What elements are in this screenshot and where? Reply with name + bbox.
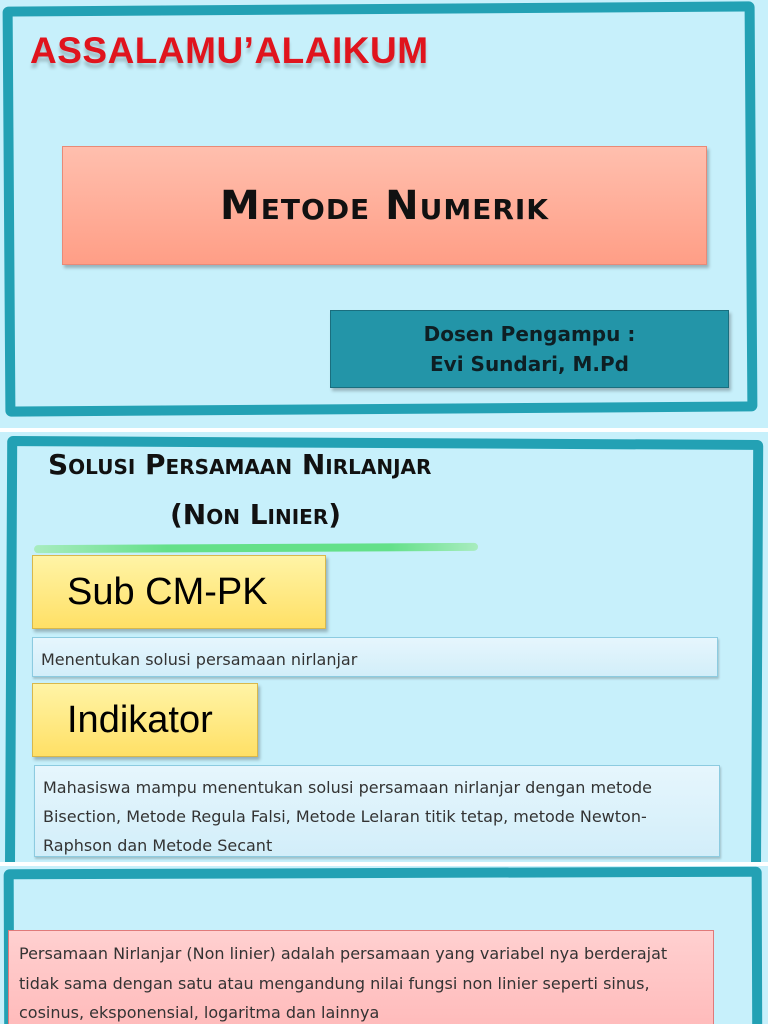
indikator-text-box: Mahasiswa mampu menentukan solusi persamaan nirlanjar dengan metode Bisection, Metode Regula Falsi, Metode Lelaran titik tetap, metode Newton-Raphson dan Metode Secant <box>34 765 720 857</box>
dosen-name: Evi Sundari, M.Pd <box>430 352 629 376</box>
page-title: Metode Numerik <box>219 182 549 229</box>
slide-1 <box>0 0 768 428</box>
slide-2-title-line-1: Solusi Persamaan Nirlanjar <box>48 448 432 481</box>
greeting-heading: ASSALAMU’ALAIKUM <box>30 30 429 71</box>
title-box <box>62 146 707 265</box>
dosen-box <box>330 310 729 388</box>
definition-box: Persamaan Nirlanjar (Non linier) adalah persamaan yang variabel nya berderajat tidak sama dengan satu atau mengandung nilai fungsi non linier seperti sinus, cosinus, eksponensial, logaritma dan lainnya <box>8 930 714 1024</box>
slide-2 <box>0 432 768 862</box>
sub-cmpk-label-box: Sub CM-PK <box>32 555 326 629</box>
dosen-label: Dosen Pengampu : <box>423 322 636 346</box>
slide-3 <box>0 866 768 1024</box>
slide-2-title-line-2: (Non Linier) <box>170 498 342 531</box>
sub-cmpk-text-box: Menentukan solusi persamaan nirlanjar <box>32 637 718 677</box>
indikator-label-box: Indikator <box>32 683 258 757</box>
